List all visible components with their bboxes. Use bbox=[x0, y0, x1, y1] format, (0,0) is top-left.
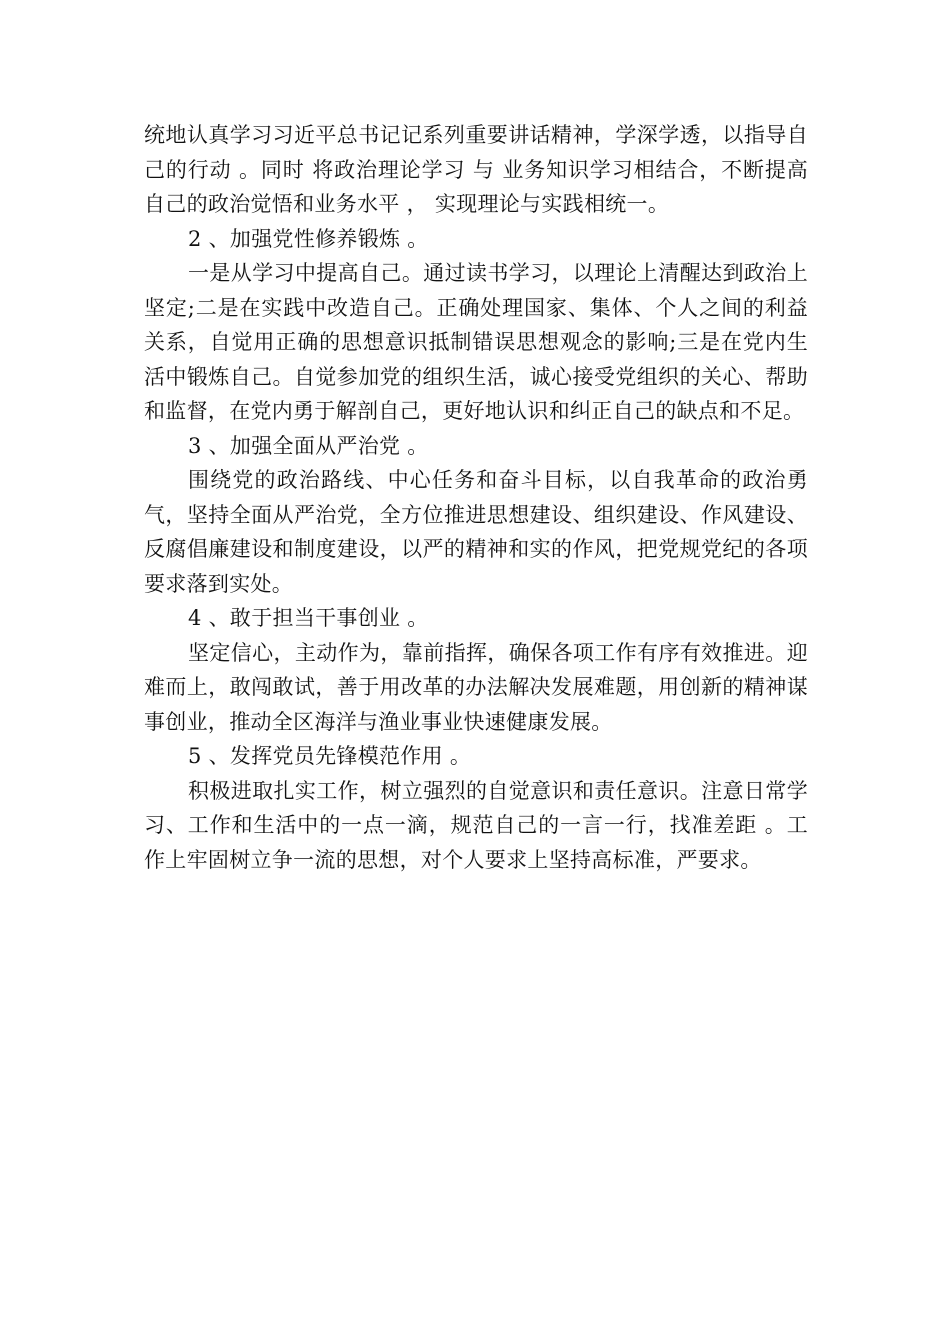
section-heading: 4 、敢于担当干事创业 。 bbox=[188, 606, 429, 630]
body-paragraph: 积极进取扎实工作，树立强烈的自觉意识和责任意识。注意日常学习、工作和生活中的一点一滴，规范自己的一言一行，找准差距 。工作上牢固树立争一流的思想，对个人要求上坚持高标准，严要求。 bbox=[144, 778, 808, 872]
section-heading: 3 、加强全面从严治党 。 bbox=[188, 433, 429, 458]
body-paragraph: 统地认真学习习近平总书记记系列重要讲话精神，学深学透，以指导自己的行动 。同时 将政治理论学习 与 业务知识学习相结合，不断提高自己的政治觉悟和业务水平 ， 实现理论与实践相统一。 bbox=[144, 123, 808, 216]
body-paragraph: 围绕党的政治路线、中心任务和奋斗目标，以自我革命的政治勇气，坚持全面从严治党，全方位推进思想建设、组织建设、作风建设、反腐倡廉建设和制度建设，以严的精神和实的作风，把党规党纪的各项要求落到实处。 bbox=[144, 468, 808, 596]
body-paragraph: 一是从学习中提高自己。通过读书学习，以理论上清醒达到政治上坚定;二是在实践中改造自己。正确处理国家、集体、个人之间的利益关系，自觉用正确的思想意识抵制错误思想观念的影响;三是在党内生活中锻炼自己。自觉参加党的组织生活，诚心接受党组织的关心、帮助和监督，在党内勇于解剖自己，更好地认识和纠正自己的缺点和不足。 bbox=[144, 261, 808, 423]
document-body bbox=[144, 118, 808, 877]
body-paragraph: 坚定信心，主动作为，靠前指挥，确保各项工作有序有效推进。迎难而上，敢闯敢试，善于用改革的办法解决发展难题，用创新的精神谋事创业，推动全区海洋与渔业事业快速健康发展。 bbox=[144, 640, 808, 734]
section-heading: 2 、加强党性修养锻炼 。 bbox=[188, 226, 429, 251]
section-heading: 5 、发挥党员先锋模范作用 。 bbox=[188, 744, 472, 768]
